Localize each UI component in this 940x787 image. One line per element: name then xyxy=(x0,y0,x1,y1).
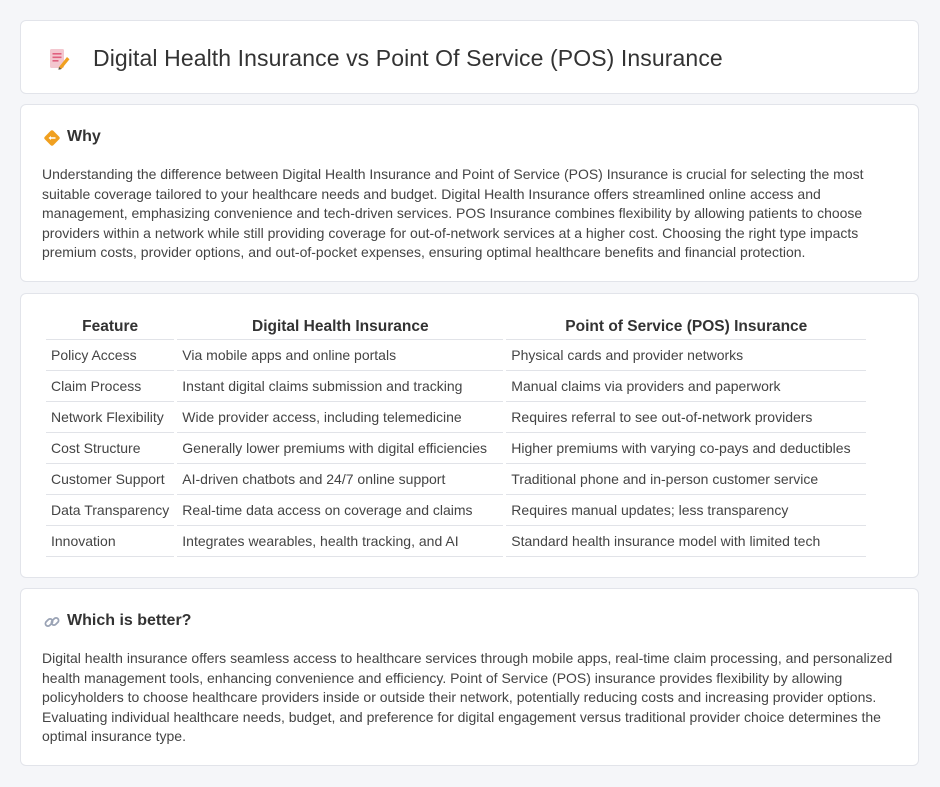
pos-cell: Traditional phone and in-person customer service xyxy=(506,464,866,495)
column-header-digital: Digital Health Insurance xyxy=(177,315,503,340)
why-section xyxy=(20,104,919,282)
better-text: Digital health insurance offers seamless access to healthcare services through mobile apps, real-time claim processing, and personalized health management tools, enhancing convenience and efficiency. Point of Service (POS) insurance provides flexibility by allowing policyholders to choose healthcare providers inside or outside their network, potentially reducing costs and increasing provider options. Evaluating individual healthcare needs, budget, and preference for digital engagement versus traditional provider choice determines the optimal insurance type. xyxy=(42,650,893,745)
feature-cell: Innovation xyxy=(46,526,174,557)
table-row xyxy=(46,464,866,495)
feature-cell: Cost Structure xyxy=(46,433,174,464)
comparison-table-card xyxy=(20,293,919,578)
pos-cell: Manual claims via providers and paperwork xyxy=(506,371,866,402)
pos-cell: Physical cards and provider networks xyxy=(506,340,866,371)
better-heading: Which is better? xyxy=(67,612,192,629)
link-icon xyxy=(43,613,61,631)
feature-cell: Data Transparency xyxy=(46,495,174,526)
which-is-better-section xyxy=(20,588,919,766)
pos-cell: Higher premiums with varying co-pays and deductibles xyxy=(506,433,866,464)
table-row xyxy=(46,526,866,557)
table-row xyxy=(46,495,866,526)
page-title: Digital Health Insurance vs Point Of Service (POS) Insurance xyxy=(93,45,723,71)
column-header-feature: Feature xyxy=(46,315,174,340)
digital-cell: Instant digital claims submission and tracking xyxy=(177,371,503,402)
feature-cell: Policy Access xyxy=(46,340,174,371)
table-row xyxy=(46,402,866,433)
why-heading: Why xyxy=(67,128,101,145)
pos-cell: Requires referral to see out-of-network providers xyxy=(506,402,866,433)
document-pencil-icon xyxy=(47,47,71,71)
digital-cell: Real-time data access on coverage and claims xyxy=(177,495,503,526)
digital-cell: Generally lower premiums with digital efficiencies xyxy=(177,433,503,464)
why-text: Understanding the difference between Digital Health Insurance and Point of Service (POS) Insurance is crucial for selecting the most suitable coverage tailored to your healthcare needs and budget. Digital Health Insurance offers streamlined online access and management, emphasizing convenience and tech-driven services. POS Insurance combines flexibility by allowing patients to choose providers within a network while still providing coverage for out-of-network services at a higher cost. Choosing the right type impacts premium costs, provider options, and out-of-pocket expenses, ensuring optimal healthcare benefits and financial protection. xyxy=(42,166,864,261)
table-row xyxy=(46,340,866,371)
pos-cell: Requires manual updates; less transparency xyxy=(506,495,866,526)
feature-cell: Claim Process xyxy=(46,371,174,402)
digital-cell: Via mobile apps and online portals xyxy=(177,340,503,371)
diamond-arrows-icon xyxy=(43,129,61,147)
digital-cell: Wide provider access, including telemedicine xyxy=(177,402,503,433)
digital-cell: Integrates wearables, health tracking, and AI xyxy=(177,526,503,557)
table-row xyxy=(46,371,866,402)
table-row xyxy=(46,433,866,464)
pos-cell: Standard health insurance model with limited tech xyxy=(506,526,866,557)
column-header-pos: Point of Service (POS) Insurance xyxy=(506,315,866,340)
table-header-row xyxy=(46,315,866,340)
comparison-table xyxy=(43,315,869,557)
header-card xyxy=(20,20,919,94)
digital-cell: AI-driven chatbots and 24/7 online support xyxy=(177,464,503,495)
feature-cell: Customer Support xyxy=(46,464,174,495)
feature-cell: Network Flexibility xyxy=(46,402,174,433)
